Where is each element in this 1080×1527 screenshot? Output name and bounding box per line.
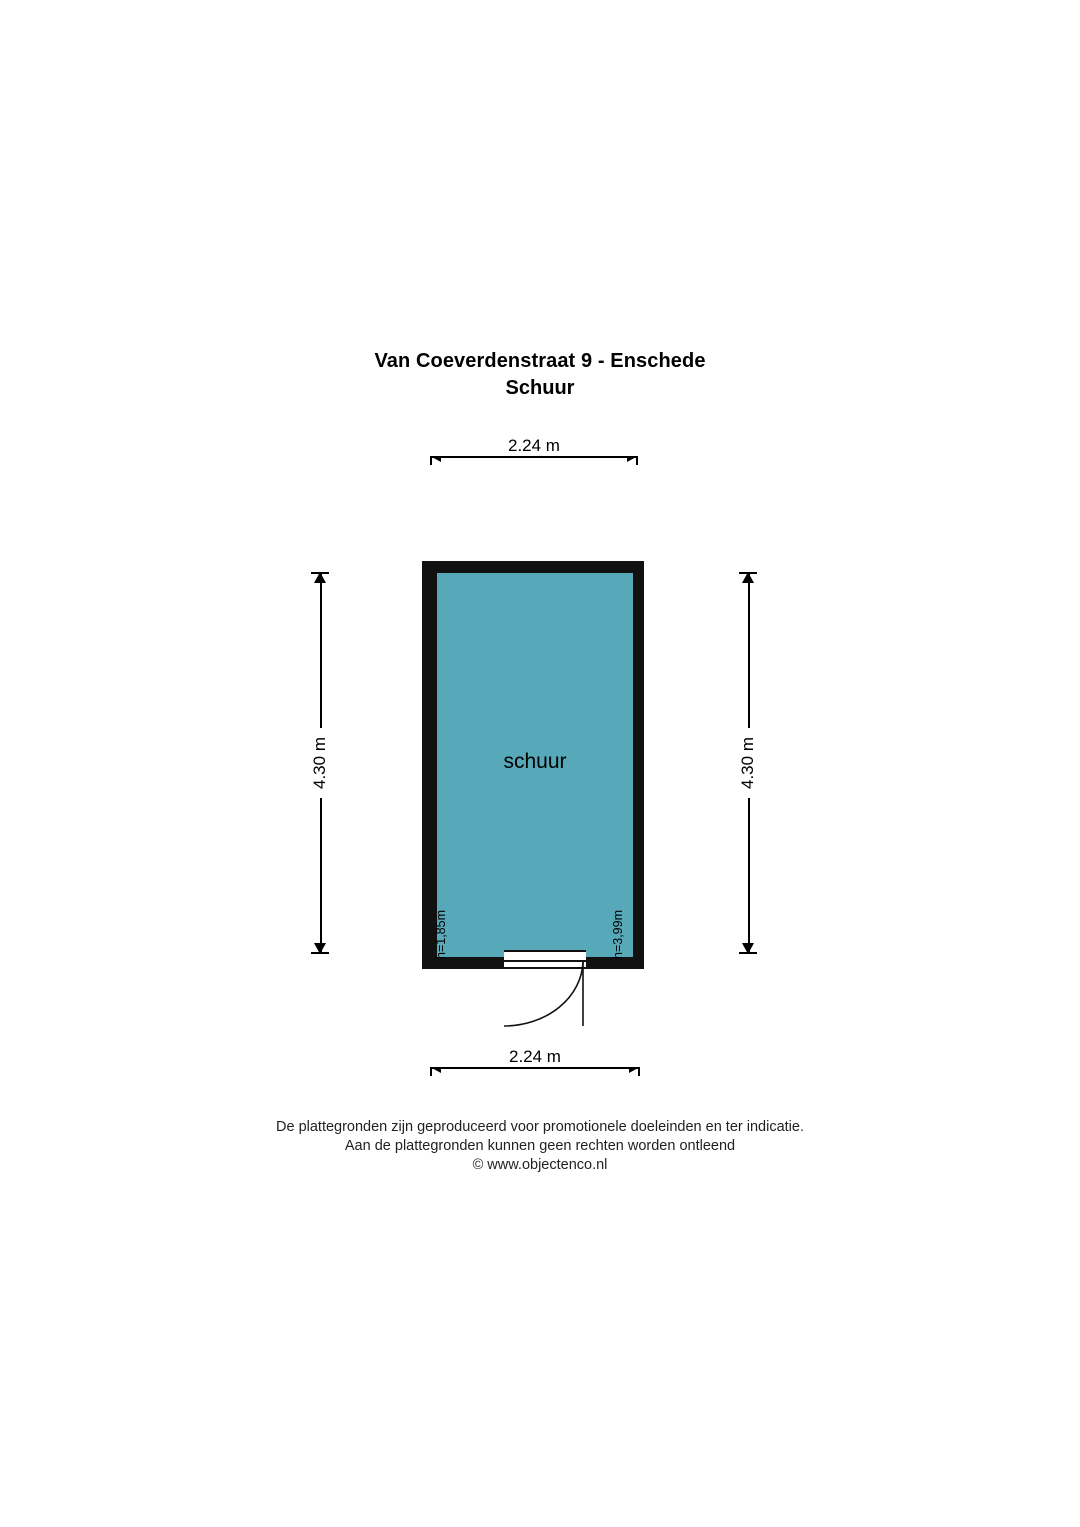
footer-disclaimer [0, 1118, 1080, 1175]
dimension-top [430, 436, 638, 466]
dimension-label-wrap [738, 728, 758, 798]
door-swing-arc-icon [504, 962, 584, 1028]
arrow-up-icon [742, 572, 754, 583]
dimension-tick-end [311, 952, 329, 954]
dimension-left-label: 4.30 m [310, 728, 330, 798]
dimension-left [310, 572, 330, 954]
dimension-right-label: 4.30 m [738, 728, 758, 798]
dimension-label-wrap [430, 1047, 640, 1067]
footer-line-1: De plattegronden zijn geproduceerd voor promotionele doeleinden en ter indicatie. [276, 1119, 804, 1135]
height-note-right: h=3,99m [611, 910, 625, 959]
dimension-tick-start [311, 572, 329, 574]
footer-line-2: Aan de plattegronden kunnen geen rechten worden ontleend [344, 1138, 736, 1154]
dimension-tick-start [739, 572, 757, 574]
dimension-bottom [430, 1047, 640, 1077]
height-note-left: h=1,85m [434, 910, 448, 959]
dimension-line [430, 456, 638, 458]
room-label-schuur: schuur [503, 750, 567, 773]
arrow-up-icon [314, 572, 326, 583]
footer-copyright: © www.objectenco.nl [472, 1157, 608, 1173]
title-address: Van Coeverdenstraat 9 - Enschede [374, 350, 706, 372]
dimension-right [738, 572, 758, 954]
title-subtitle: Schuur [505, 377, 575, 399]
dimension-label-wrap [310, 728, 330, 798]
dimension-bottom-label: 2.24 m [500, 1047, 570, 1066]
dimension-top-label: 2.24 m [499, 436, 569, 455]
dimension-tick-end [739, 952, 757, 954]
dimension-line [430, 1067, 640, 1069]
dimension-label-wrap [430, 436, 638, 456]
